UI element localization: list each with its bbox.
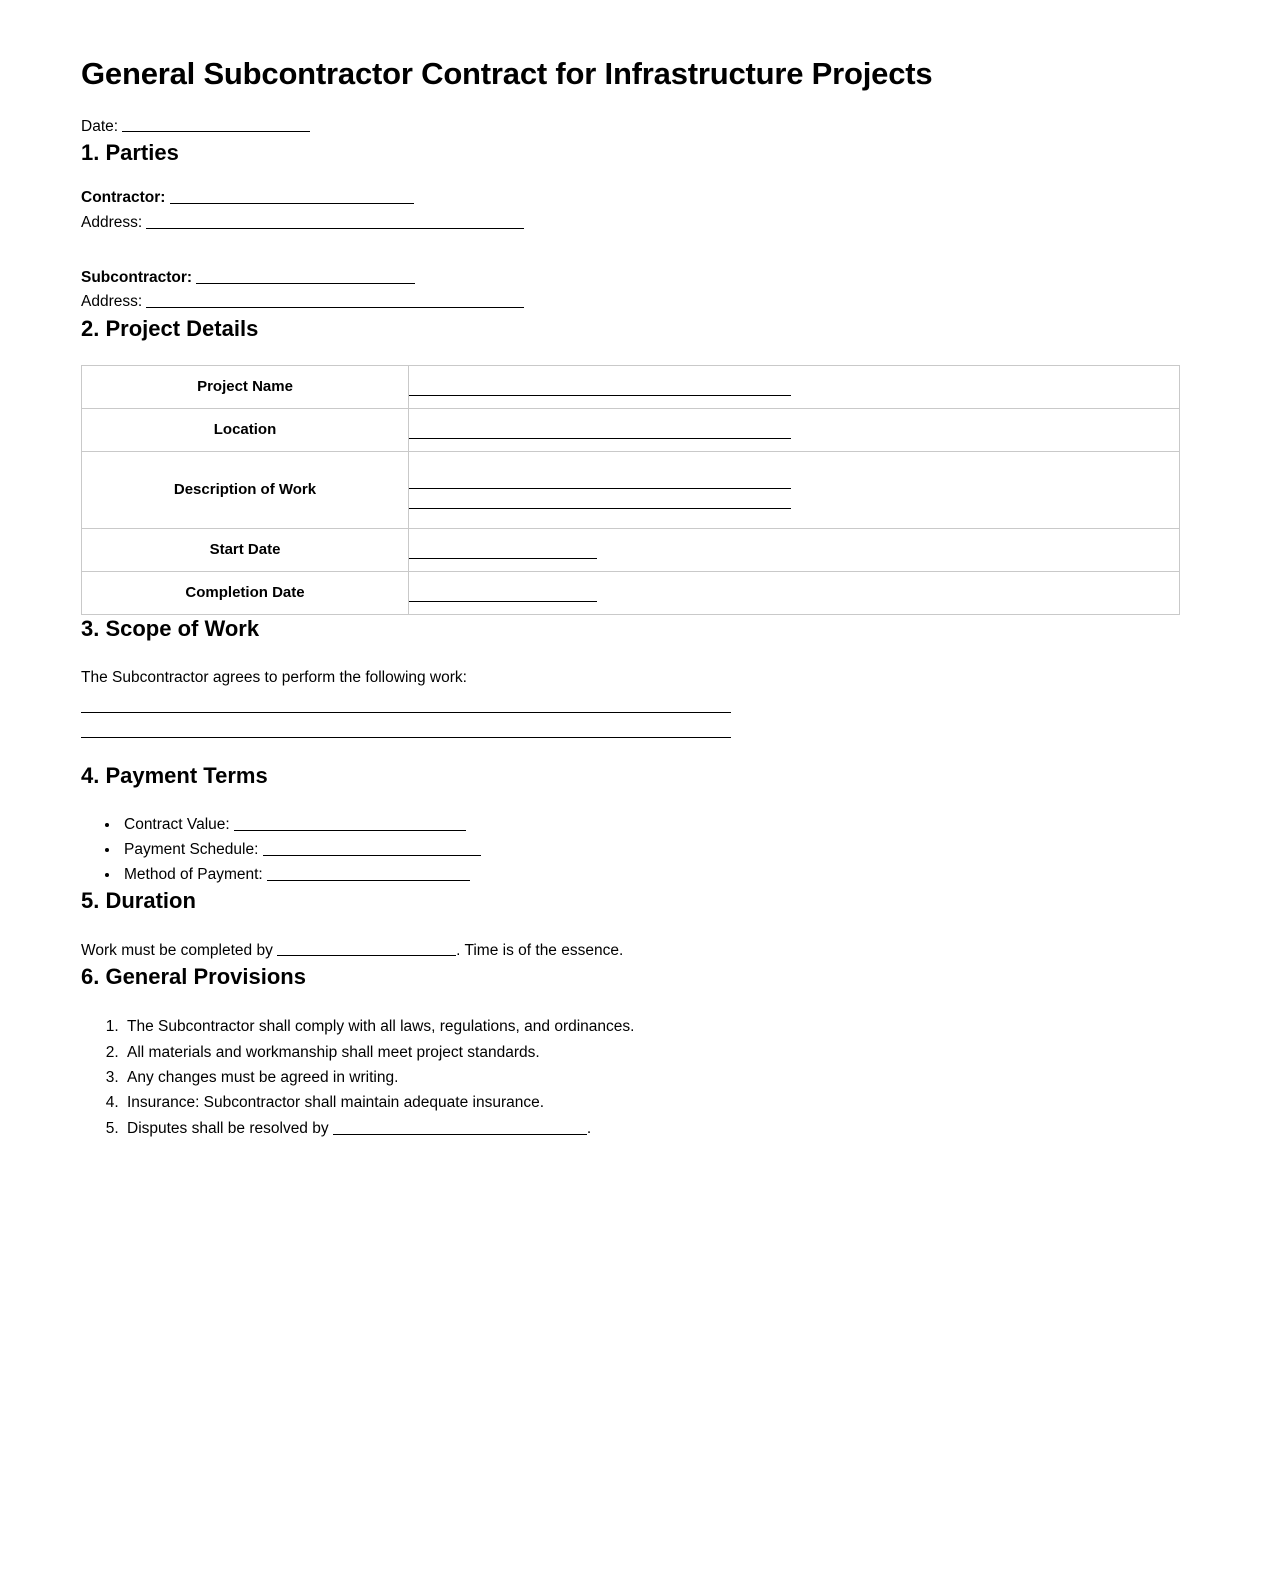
description-blank-line-1[interactable] <box>409 487 791 489</box>
scope-blank-lines <box>81 712 1180 738</box>
contract-value-label: Contract Value: <box>124 815 230 833</box>
list-item <box>123 1116 1180 1141</box>
list-item <box>120 837 1180 862</box>
contract-value-blank[interactable] <box>234 815 466 830</box>
table-row <box>82 528 1180 571</box>
duration-text-row <box>81 939 1180 963</box>
project-name-blank[interactable] <box>409 394 791 396</box>
table-row <box>82 408 1180 451</box>
general-provisions-list <box>81 1014 1180 1141</box>
duration-text-before: Work must be completed by <box>81 941 273 959</box>
date-label: Date: <box>81 117 119 135</box>
list-item <box>120 862 1180 887</box>
dispute-resolution-suffix: . <box>586 1119 592 1137</box>
payment-schedule-label: Payment Schedule: <box>124 840 259 858</box>
date-blank[interactable] <box>122 117 310 132</box>
payment-schedule-blank[interactable] <box>263 841 481 856</box>
list-item <box>120 812 1180 837</box>
section-heading-general-provisions: 6. General Provisions <box>81 963 306 989</box>
duration-text-after: . Time is of the essence. <box>456 941 624 959</box>
method-of-payment-blank[interactable] <box>267 866 470 881</box>
section-heading-scope-of-work: 3. Scope of Work <box>81 615 260 641</box>
subcontractor-blank[interactable] <box>196 268 415 283</box>
dispute-resolution-label: Disputes shall be resolved by <box>127 1119 329 1137</box>
row-value-project-name[interactable] <box>409 365 1180 408</box>
contractor-label: Contractor: <box>81 189 166 207</box>
scope-blank-line-2[interactable] <box>81 737 731 738</box>
table-row <box>82 571 1180 614</box>
page-title: General Subcontractor Contract for Infrastructure Projects <box>81 56 933 91</box>
scope-intro-text: The Subcontractor agrees to perform the following work: <box>81 669 467 687</box>
duration-blank[interactable] <box>277 941 456 956</box>
start-date-blank[interactable] <box>409 557 597 559</box>
description-blank-line-2[interactable] <box>409 507 791 509</box>
scope-blank-line-1[interactable] <box>81 712 731 713</box>
section-heading-duration: 5. Duration <box>81 888 196 914</box>
row-label-completion-date: Completion Date <box>82 571 409 614</box>
list-item: 4. Insurance: Subcontractor shall maintain adequate insurance. <box>123 1090 1180 1115</box>
row-label-description-of-work: Description of Work <box>82 451 409 528</box>
payment-terms-list <box>81 812 1180 887</box>
subcontractor-block <box>81 266 1180 316</box>
row-value-completion-date[interactable] <box>409 571 1180 614</box>
subcontractor-address-row <box>81 290 1180 315</box>
contractor-row <box>81 186 1180 211</box>
date-field-row <box>81 115 1180 139</box>
subcontractor-address-blank[interactable] <box>146 293 524 308</box>
table-row <box>82 365 1180 408</box>
completion-date-blank[interactable] <box>409 600 597 602</box>
table-row <box>82 451 1180 528</box>
row-value-description-of-work[interactable] <box>409 451 1180 528</box>
contractor-blank[interactable] <box>170 189 414 204</box>
row-label-start-date: Start Date <box>82 528 409 571</box>
subcontractor-row <box>81 266 1180 291</box>
location-blank[interactable] <box>409 437 791 439</box>
subcontractor-label: Subcontractor: <box>81 268 193 286</box>
list-item: 1. The Subcontractor shall comply with all laws, regulations, and ordinances. <box>123 1014 1180 1039</box>
section-heading-payment-terms: 4. Payment Terms <box>81 763 268 789</box>
contractor-address-row <box>81 211 1180 236</box>
dispute-resolution-blank[interactable] <box>333 1119 587 1134</box>
method-of-payment-label: Method of Payment: <box>124 866 263 884</box>
contractor-address-blank[interactable] <box>146 214 524 229</box>
section-heading-parties: 1. Parties <box>81 139 179 165</box>
list-item: 3. Any changes must be agreed in writing. <box>123 1065 1180 1090</box>
row-value-start-date[interactable] <box>409 528 1180 571</box>
project-details-table <box>81 365 1180 615</box>
section-heading-project-details: 2. Project Details <box>81 316 259 342</box>
list-item: 2. All materials and workmanship shall meet project standards. <box>123 1040 1180 1065</box>
row-label-project-name: Project Name <box>82 365 409 408</box>
contractor-block <box>81 186 1180 236</box>
row-value-location[interactable] <box>409 408 1180 451</box>
contractor-address-label: Address: <box>81 213 143 231</box>
subcontractor-address-label: Address: <box>81 293 143 311</box>
row-label-location: Location <box>82 408 409 451</box>
